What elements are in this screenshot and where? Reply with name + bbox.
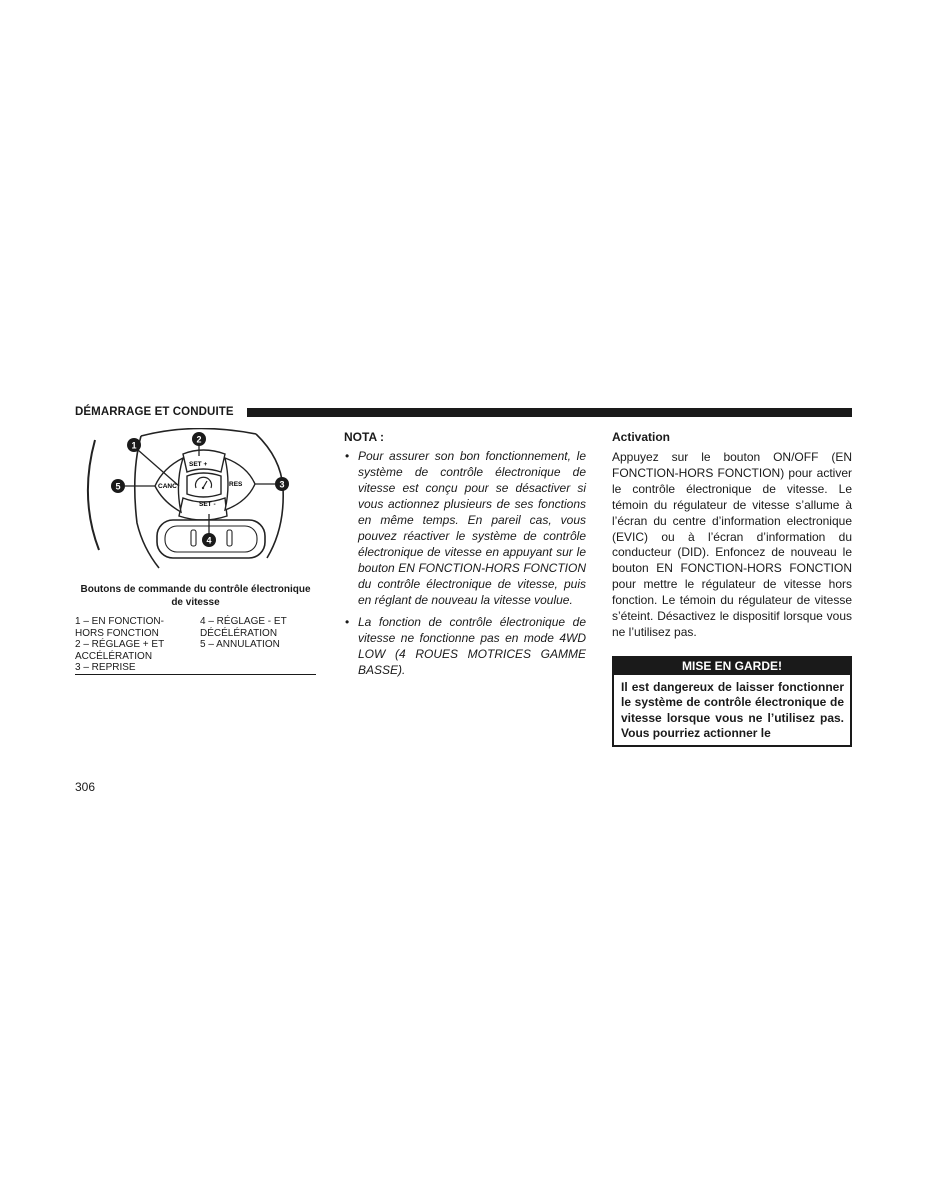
legend-item: 2 – RÉGLAGE + ET ACCÉLÉRATION: [75, 639, 165, 662]
figure-column: [75, 428, 316, 680]
activation-column: [612, 430, 852, 747]
figure-legend: [75, 616, 316, 680]
nota-bullet-text: La fonction de contrôle électronique de vitesse ne fonctionne pas en mode 4WD LOW (4 ROUES MOTRICES GAMME BASSE).: [358, 615, 586, 677]
section-header: [75, 406, 852, 420]
legend-item: 4 – RÉGLAGE - ET DÉCÉLÉRATION: [200, 616, 287, 639]
svg-text:2: 2: [196, 434, 202, 445]
activation-body: Appuyez sur le bouton ON/OFF (EN FONCTION-HORS FONCTION) pour activer le contrôle électronique de vitesse. Le témoin du régulateur de vitesse s’allume à l’écran du centre d’information electronique (EVIC) ou à l’écran d’information du conducteur (DID). Enfoncez de nouveau le bouton EN FONCTION-HORS FONCTION pour mettre le régulateur de vitesse hors fonction. Le témoin du régulateur de vitesse s’éteint. Désactivez le dispositif lorsque vous ne l’utilisez pas.: [612, 450, 852, 639]
nota-bullet: [344, 448, 586, 608]
legend-item: 1 – EN FONCTION- HORS FONCTION: [75, 616, 164, 639]
warning-box: [612, 656, 852, 747]
section-title: DÉMARRAGE ET CONDUITE: [75, 406, 234, 418]
callout-1: [127, 438, 141, 452]
canc-label: CANC: [158, 483, 177, 490]
svg-text:1: 1: [131, 440, 137, 451]
nota-bullet-text: Pour assurer son bon fonctionnement, le système de contrôle électronique de vitesse est conçu pour se désactiver si vous actionnez plusieurs de ses fonctions en même temps. En pareil cas, vous pouvez réactiver le système de contrôle électronique de vitesse en appuyant sur le bouton EN FONCTION-HORS FONCTION du contrôle électronique de vitesse, puis en réglant de nouveau la vitesse voulue.: [358, 449, 586, 607]
bullet-dot: •: [345, 615, 350, 629]
callout-5: [111, 479, 125, 493]
set-plus-label: SET +: [189, 461, 208, 468]
legend-item: 5 – ANNULATION: [200, 639, 280, 650]
svg-text:3: 3: [279, 479, 285, 490]
res-label: RES: [229, 481, 243, 488]
callout-3: [275, 477, 289, 491]
nota-column: [344, 430, 586, 684]
nota-bullet: [344, 614, 586, 678]
callout-4: [202, 533, 216, 547]
warning-body: Il est dangereux de laisser fonctionner le système de contrôle électronique de vitesse lorsque vous ne l’utilisez pas. Vous pourriez actionner le: [621, 679, 844, 741]
set-minus-label: SET -: [199, 501, 216, 508]
nota-title: NOTA :: [344, 430, 384, 444]
callout-2: [192, 432, 206, 446]
page-number: 306: [75, 780, 96, 794]
warning-title: MISE EN GARDE!: [614, 658, 850, 675]
svg-text:4: 4: [206, 535, 212, 546]
section-header-bar: [247, 408, 852, 417]
legend-rule: [75, 674, 316, 675]
figure-caption: Boutons de commande du contrôle électronique de vitesse: [80, 584, 311, 608]
legend-item: 3 – REPRISE: [75, 662, 136, 673]
activation-title: Activation: [612, 430, 671, 444]
steering-wheel-buttons-illustration: [75, 428, 316, 578]
bullet-dot: •: [345, 449, 350, 463]
svg-text:5: 5: [115, 481, 121, 492]
